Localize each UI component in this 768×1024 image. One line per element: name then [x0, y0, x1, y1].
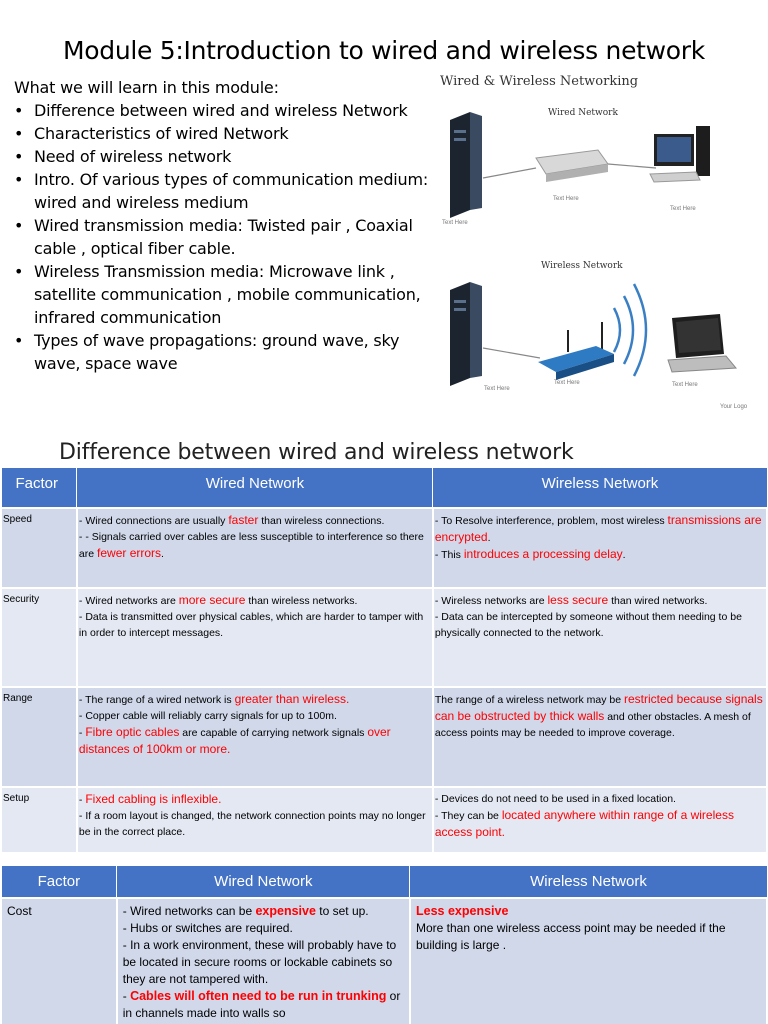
- table-row: [1, 588, 767, 687]
- header-factor: Factor: [1, 468, 77, 508]
- cell-text: - Data can be intercepted by someone without them needing to be physically connected to the network.: [434, 610, 742, 639]
- server-icon: [450, 282, 482, 386]
- highlight-text: restricted because signals can be obstructed by thick walls: [434, 691, 763, 723]
- table-header-row: [1, 866, 767, 898]
- caption-text: Text Here: [554, 380, 580, 386]
- cell-text: to set up.: [315, 903, 369, 918]
- wireless-cell: [433, 588, 767, 687]
- cell-text: than wired networks.: [608, 594, 708, 607]
- header-wired: Wired Network: [117, 866, 410, 898]
- server-icon: [450, 112, 482, 218]
- header-wired: Wired Network: [77, 468, 433, 508]
- highlight-text: greater than wireless.: [234, 691, 350, 706]
- highlight-text: Cables will often need to be run in trunking: [130, 988, 387, 1003]
- highlight-text: less secure: [547, 592, 609, 607]
- wired-cell: [77, 787, 433, 855]
- wired-cell: [77, 588, 433, 687]
- cell-text: and other obstacles. A mesh of access points may be needed to improve coverage.: [434, 710, 751, 739]
- wireless-cell: [433, 787, 767, 855]
- cell-text: - This: [434, 548, 464, 561]
- cell-text: More than one wireless access point may be needed if the building is large .: [415, 920, 726, 952]
- cell-text: - Wired networks can be: [122, 903, 256, 918]
- laptop-icon: [668, 314, 736, 372]
- objective-list: [14, 99, 434, 375]
- cell-text: The range of a wireless network may be: [434, 693, 624, 706]
- table-row: [1, 898, 767, 1024]
- cell-text: - Copper cable will reliably carry signals for up to 100m.: [78, 709, 337, 722]
- table-row: [1, 508, 767, 588]
- factor-cell: Security: [1, 588, 77, 687]
- cell-text: - If a room layout is changed, the network connection points may no longer be in the correct place.: [78, 809, 426, 838]
- cell-text: -: [78, 793, 86, 806]
- wifi-waves-icon: [614, 284, 646, 376]
- cell-text: -: [78, 726, 86, 739]
- cell-text: - Data is transmitted over physical cables, which are harder to tamper with in order to intercept messages.: [78, 610, 424, 639]
- cell-text: - - Signals carried over cables are less susceptible to interference so there are: [78, 530, 424, 560]
- highlight-text: over distances of 100km or more.: [78, 724, 391, 756]
- switch-icon: [536, 150, 608, 182]
- highlight-text: located anywhere within range of a wireless access point.: [434, 807, 734, 839]
- factor-cell: Speed: [1, 508, 77, 588]
- wireless-cell: [410, 898, 767, 1024]
- highlight-text: Fibre optic cables: [85, 724, 180, 739]
- table-row: [1, 687, 767, 787]
- slide-separator: [0, 852, 768, 865]
- networking-diagram: [428, 68, 758, 418]
- slide-title: Module 5:Introduction to wired and wireless network: [63, 36, 705, 65]
- objective-item: • Types of wave propagations: ground wave, sky wave, space wave: [14, 329, 434, 375]
- learning-objectives: [14, 76, 434, 375]
- caption-text: Text Here: [553, 196, 579, 202]
- header-factor: Factor: [1, 866, 117, 898]
- objective-item: • Intro. Of various types of communication medium: wired and wireless medium: [14, 168, 434, 214]
- caption-text: Text Here: [670, 206, 696, 212]
- comparison-table: [0, 467, 768, 856]
- highlight-text: fewer errors: [97, 545, 162, 560]
- objective-item: • Characteristics of wired Network: [14, 122, 434, 145]
- factor-cell: Setup: [1, 787, 77, 855]
- table-row: [1, 787, 767, 855]
- cell-text: - To Resolve interference, problem, most wireless: [434, 514, 668, 527]
- section-title: Difference between wired and wireless network: [59, 440, 574, 465]
- highlight-text: more secure: [178, 592, 246, 607]
- factor-cell: Range: [1, 687, 77, 787]
- diagram-graphic: [428, 68, 758, 418]
- caption-text: Text Here: [672, 382, 698, 388]
- header-wireless: Wireless Network: [433, 468, 767, 508]
- objective-item: • Wireless Transmission media: Microwave link , satellite communication , mobile communication, infrared communication: [14, 260, 434, 329]
- cell-text: or in channels made into walls so: [122, 988, 401, 1020]
- highlight-text: transmissions are encrypted: [434, 512, 762, 544]
- caption-text: Text Here: [442, 220, 468, 226]
- table-header-row: [1, 468, 767, 508]
- factor-cell: Cost: [1, 898, 117, 1024]
- wireless-router-icon: [538, 322, 614, 380]
- objective-item: • Difference between wired and wireless Network: [14, 99, 434, 122]
- cell-text: .: [487, 531, 491, 544]
- wireless-cell: [433, 508, 767, 588]
- cell-text: are capable of carrying network signals: [179, 726, 368, 739]
- comparison-table-cost: [0, 865, 768, 1024]
- highlight-text: Fixed cabling is inflexible.: [85, 791, 222, 806]
- wired-cell: [117, 898, 410, 1024]
- wireless-cell: [433, 687, 767, 787]
- cell-text: - Hubs or switches are required.: [122, 920, 293, 935]
- cell-text: - Wired networks are: [78, 594, 179, 607]
- wired-cell: [77, 687, 433, 787]
- intro-heading: What we will learn in this module:: [14, 78, 279, 97]
- cell-text: than wireless networks.: [245, 594, 358, 607]
- objective-item: • Need of wireless network: [14, 145, 434, 168]
- header-wireless: Wireless Network: [410, 866, 767, 898]
- desktop-computer-icon: [650, 126, 710, 182]
- cell-text: - They can be: [434, 809, 502, 822]
- cell-text: -: [122, 988, 131, 1003]
- cell-text: - The range of a wired network is: [78, 693, 235, 706]
- wireless-network-label: Wireless Network: [541, 261, 623, 271]
- cell-text: - Wireless networks are: [434, 594, 548, 607]
- cell-text: .: [622, 548, 626, 561]
- cell-text: - Devices do not need to be used in a fixed location.: [434, 792, 676, 805]
- highlight-text: expensive: [255, 903, 316, 918]
- cell-text: - In a work environment, these will probably have to be located in secure rooms or lockable cabinets so they are not tampered with.: [122, 937, 397, 986]
- highlight-text: Less expensive: [415, 903, 509, 918]
- diagram-title: Wired & Wireless Networking: [440, 74, 639, 89]
- cell-text: - Wired connections are usually: [78, 514, 229, 527]
- wired-network-label: Wired Network: [548, 108, 618, 118]
- wired-cell: [77, 508, 433, 588]
- logo-text: Your Logo: [720, 404, 748, 410]
- slide-module-intro: [0, 0, 768, 425]
- objective-item: • Wired transmission media: Twisted pair , Coaxial cable , optical fiber cable.: [14, 214, 434, 260]
- cell-text: .: [161, 547, 164, 560]
- cell-text: than wireless connections.: [258, 514, 385, 527]
- highlight-text: faster: [228, 512, 259, 527]
- highlight-text: introduces a processing delay: [463, 546, 623, 561]
- caption-text: Text Here: [484, 386, 510, 392]
